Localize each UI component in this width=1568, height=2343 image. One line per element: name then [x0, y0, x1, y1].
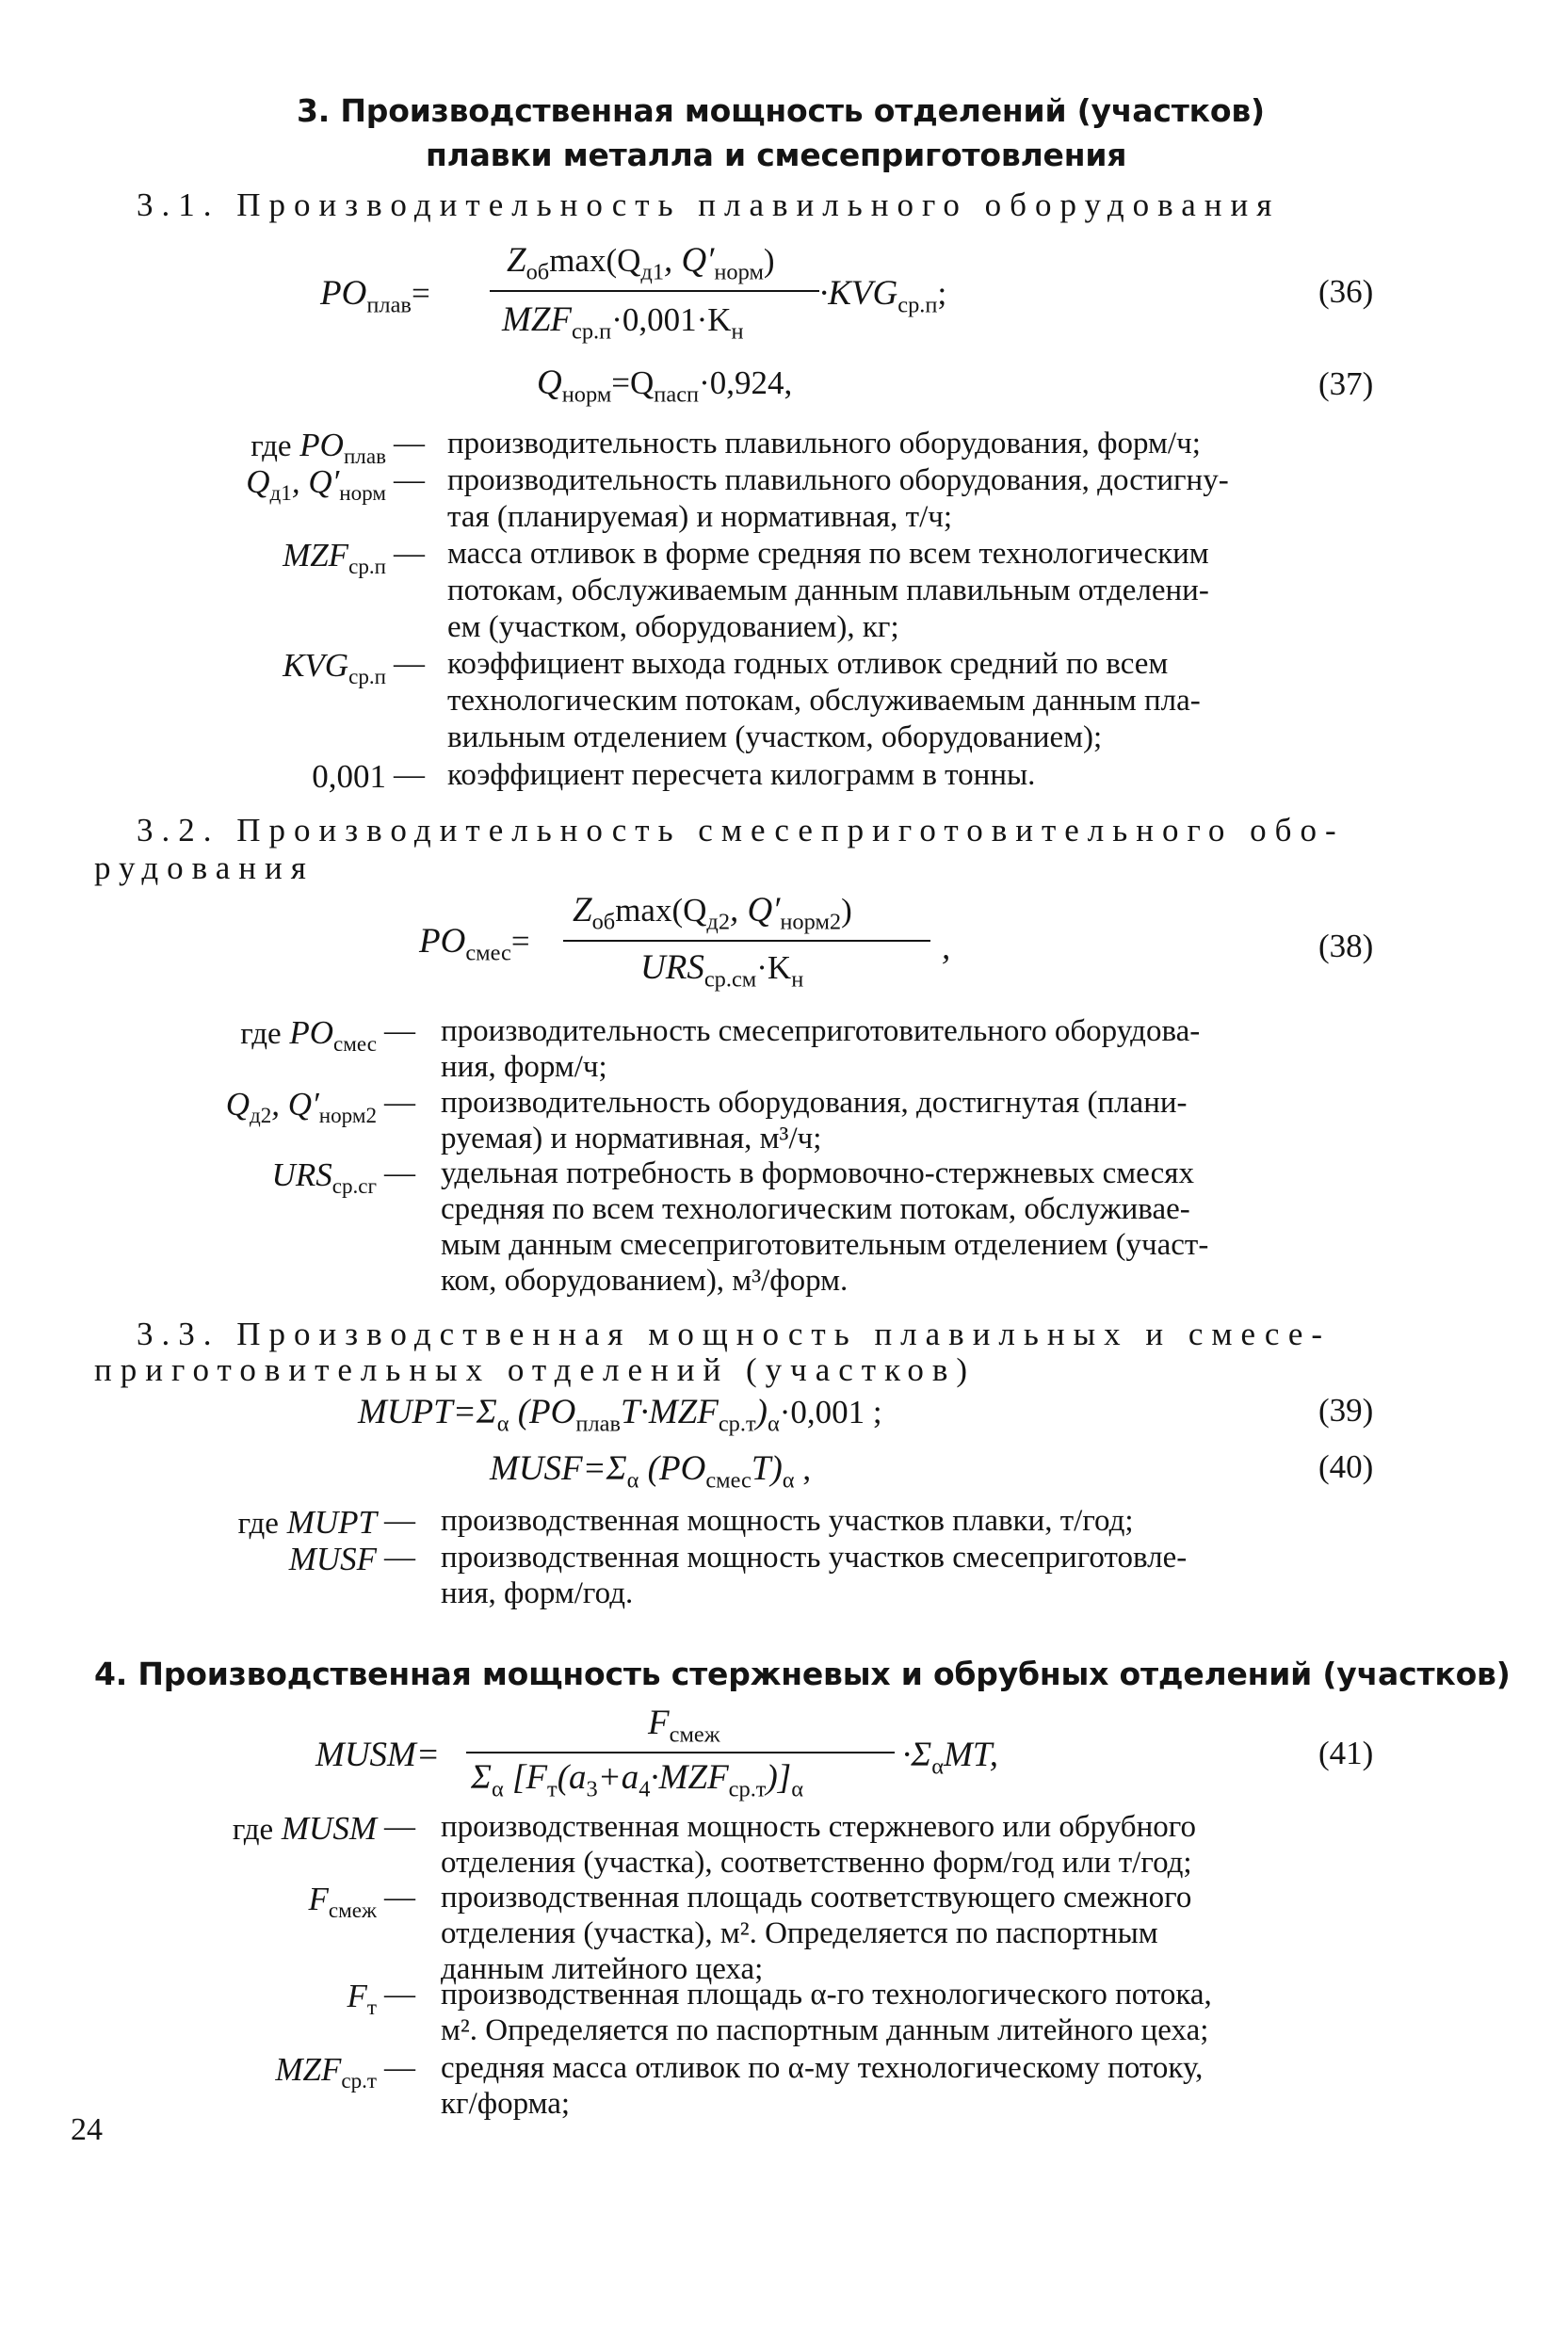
subsection-3-2-title-line2: рудования [94, 849, 315, 886]
definition-text-line: тая (планируемая) и нормативная, т/ч; [447, 500, 953, 534]
section-3-heading-line1: 3. Производственная мощность отделений (участков) [297, 92, 1265, 129]
definition-dash: — [384, 2051, 415, 2085]
eq41-denominator: $\Sigma_\alpha$ $[F_т(a_3+a_4\cdot MZF_{ср.т})]_\alpha$ [471, 1758, 804, 1802]
eq38-numerator: $Z_{об}\max(Q_{д2}$, $Q'_{норм2}$) [573, 891, 852, 935]
definition-symbol [283, 647, 386, 689]
subsection-3-1-title: 3.1. Производительность плавильного оборудования [137, 186, 1281, 223]
eq41-tail: $\cdot\Sigma_\alpha MT$, [902, 1736, 998, 1780]
page-number: 24 [71, 2112, 103, 2147]
symbol-main: MZF [275, 2051, 342, 2088]
definition-text-line: производственная мощность участков смесеприготовле- [441, 1541, 1188, 1575]
eq36-fraction-line [490, 290, 819, 292]
eq40: $MUSF=\Sigma_\alpha$ $(PO_{смес}T)_\alpha$ , [490, 1449, 812, 1494]
symbol-secondary: , Q′ [291, 463, 340, 500]
definition-symbol [272, 1156, 377, 1199]
eq41-number: (41) [1318, 1735, 1374, 1771]
symbol-main: KVG [283, 647, 349, 684]
definition-symbol [246, 463, 386, 506]
subsection-3-2-title-line1: 3.2. Производительность смесеприготовительного обо- [137, 812, 1345, 848]
definition-dash: — [384, 1014, 415, 1048]
definition-dash: — [394, 647, 425, 681]
symbol-main: URS [271, 1156, 332, 1193]
definition-dash: — [384, 1810, 415, 1844]
symbol-subscript: т [366, 1995, 377, 2019]
definition-dash: — [394, 463, 425, 497]
eq37: $Q_{норм}=Q_{пасп}\cdot 0,924$, [537, 364, 793, 408]
symbol-subscript: смес [333, 1031, 377, 1056]
symbol-secondary-subscript: норм2 [318, 1103, 377, 1127]
eq41-numerator: $F_{смеж}$ [648, 1704, 720, 1748]
symbol-main: F [308, 1881, 329, 1917]
definition-symbol [283, 537, 386, 579]
definition-text-line: производственная мощность участков плавки, т/год; [441, 1504, 1134, 1538]
symbol-main: MZF [283, 537, 349, 574]
definition-text-line: отделения (участка), соответственно форм/год или т/год; [441, 1846, 1192, 1880]
definition-dash: — [394, 427, 425, 461]
definition-text-line: кг/форма; [441, 2087, 571, 2121]
definition-text-line: производственная площадь α-го технологического потока, [441, 1978, 1212, 2012]
eq36-number: (36) [1318, 273, 1374, 310]
eq36-numerator: $Z_{об}\max(Q_{д1}$, $Q'_{норм}$) [507, 241, 775, 285]
symbol-subscript: плав [343, 444, 386, 468]
subsection-3-3-title-line2: приготовительных отделений (участков) [94, 1351, 977, 1388]
section-4-heading: 4. Производственная мощность стержневых и обрубных отделений (участков) [94, 1656, 1511, 1692]
definition-symbol [289, 1541, 377, 1578]
definition-text-line: масса отливок в форме средняя по всем технологическим [447, 537, 1209, 571]
definition-text-line: коэффициент пересчета килограмм в тонны. [447, 758, 1036, 792]
symbol-secondary: , Q′ [271, 1086, 319, 1123]
definition-text-line: м². Определяется по паспортным данным литейного цеха; [441, 2013, 1209, 2047]
eq36-denominator: $MZF_{ср.п}\cdot 0,001\cdot K_н$ [502, 300, 744, 345]
definition-text-line: руемая) и нормативная, м³/ч; [441, 1122, 822, 1155]
definition-text-line: производительность оборудования, достигнутая (плани- [441, 1086, 1188, 1120]
definition-text-line: средняя масса отливок по α-му технологическому потоку, [441, 2051, 1204, 2085]
symbol-main: Q [225, 1086, 250, 1123]
symbol-subscript: д2 [250, 1103, 272, 1127]
definition-dash: — [384, 1086, 415, 1120]
definition-symbol [226, 1086, 377, 1128]
eq39-number: (39) [1318, 1392, 1374, 1429]
symbol-main: MUSM [281, 1810, 377, 1847]
definition-text-line: производительность плавильного оборудования, достигну- [447, 463, 1229, 497]
eq38-lhs: $PO_{смес}=$ [419, 922, 530, 966]
symbol-main: Q [246, 463, 270, 500]
where-word: где [232, 1813, 274, 1847]
where-word: где [251, 429, 292, 463]
definition-text-line: производительность смесеприготовительного оборудова- [441, 1014, 1201, 1048]
definition-text-line: данным литейного цеха; [441, 1952, 764, 1986]
definition-symbol [238, 1504, 377, 1542]
symbol-main: MUPT [286, 1504, 377, 1541]
definition-dash: — [384, 1978, 415, 2012]
definition-dash: — [384, 1504, 415, 1538]
definition-text-line: производственная мощность стержневого или обрубного [441, 1810, 1196, 1844]
definition-text-line: коэффициент выхода годных отливок средний по всем [447, 647, 1169, 681]
symbol-main: PO [289, 1014, 334, 1051]
definition-dash: — [394, 537, 425, 571]
eq41-fraction-line [466, 1752, 895, 1753]
eq37-number: (37) [1318, 365, 1374, 402]
symbol-main: 0,001 [312, 758, 386, 795]
definition-symbol [240, 1014, 377, 1057]
symbol-subscript: ср.п [348, 664, 386, 688]
definition-text-line: производственная площадь соответствующего смежного [441, 1881, 1192, 1915]
definition-text-line: ком, оборудованием), м³/форм. [441, 1264, 849, 1298]
definition-text-line: потокам, обслуживаемым данным плавильным отделени- [447, 574, 1209, 607]
where-word: где [240, 1017, 282, 1051]
definition-symbol [275, 2051, 377, 2093]
definition-text-line: технологическим потокам, обслуживаемым данным пла- [447, 684, 1201, 718]
symbol-subscript: ср.сг [331, 1173, 377, 1198]
eq36-tail: $\cdot KVG_{ср.п}$; [819, 274, 947, 318]
symbol-secondary-subscript: норм [339, 480, 386, 505]
symbol-subscript: ср.п [348, 554, 386, 578]
eq41-lhs: MUSM= [315, 1736, 440, 1774]
definition-dash: — [384, 1156, 415, 1190]
subsection-3-3-title-line1: 3.3. Производственная мощность плавильных и смесе- [137, 1316, 1332, 1352]
definition-dash: — [394, 758, 425, 792]
definition-text-line: ния, форм/ч; [441, 1050, 607, 1084]
definition-symbol [348, 1978, 377, 2020]
symbol-subscript: д1 [269, 480, 292, 505]
eq38-denominator: $URS_{ср.см}\cdot K_н$ [640, 948, 804, 993]
symbol-subscript: смеж [328, 1898, 377, 1922]
definition-dash: — [384, 1881, 415, 1915]
symbol-main: MUSF [288, 1541, 377, 1577]
where-word: где [237, 1507, 279, 1541]
eq38-number: (38) [1318, 928, 1374, 964]
symbol-main: F [347, 1978, 367, 2014]
definition-text-line: удельная потребность в формовочно-стержневых смесях [441, 1156, 1194, 1190]
symbol-subscript: ср.т [341, 2068, 377, 2093]
definition-text-line: ем (участком, оборудованием), кг; [447, 610, 899, 644]
definition-text-line: средняя по всем технологическим потокам, обслуживае- [441, 1192, 1190, 1226]
definition-symbol [312, 758, 386, 796]
eq38-fraction-line [563, 940, 930, 942]
eq36-lhs: $PO_{плав}=$ [320, 274, 430, 318]
symbol-main: PO [299, 427, 344, 463]
definition-symbol [309, 1881, 377, 1923]
eq40-number: (40) [1318, 1448, 1374, 1485]
definition-text-line: вильным отделением (участком, оборудованием); [447, 720, 1103, 754]
definition-text-line: отделения (участка), м². Определяется по паспортным [441, 1916, 1158, 1950]
definition-dash: — [384, 1541, 415, 1575]
eq38-tail: , [942, 929, 951, 967]
definition-text-line: производительность плавильного оборудования, форм/ч; [447, 427, 1201, 461]
definition-symbol [233, 1810, 377, 1848]
eq39: $MUPT=\Sigma_\alpha$ $(PO_{плав}T\cdot MZF_{ср.т})_\alpha\cdot 0,001$ ; [358, 1393, 882, 1437]
definition-text-line: ния, форм/год. [441, 1576, 634, 1610]
definition-text-line: мым данным смесеприготовительным отделением (участ- [441, 1228, 1209, 1262]
section-3-heading-line2: плавки металла и смесеприготовления [426, 137, 1127, 173]
